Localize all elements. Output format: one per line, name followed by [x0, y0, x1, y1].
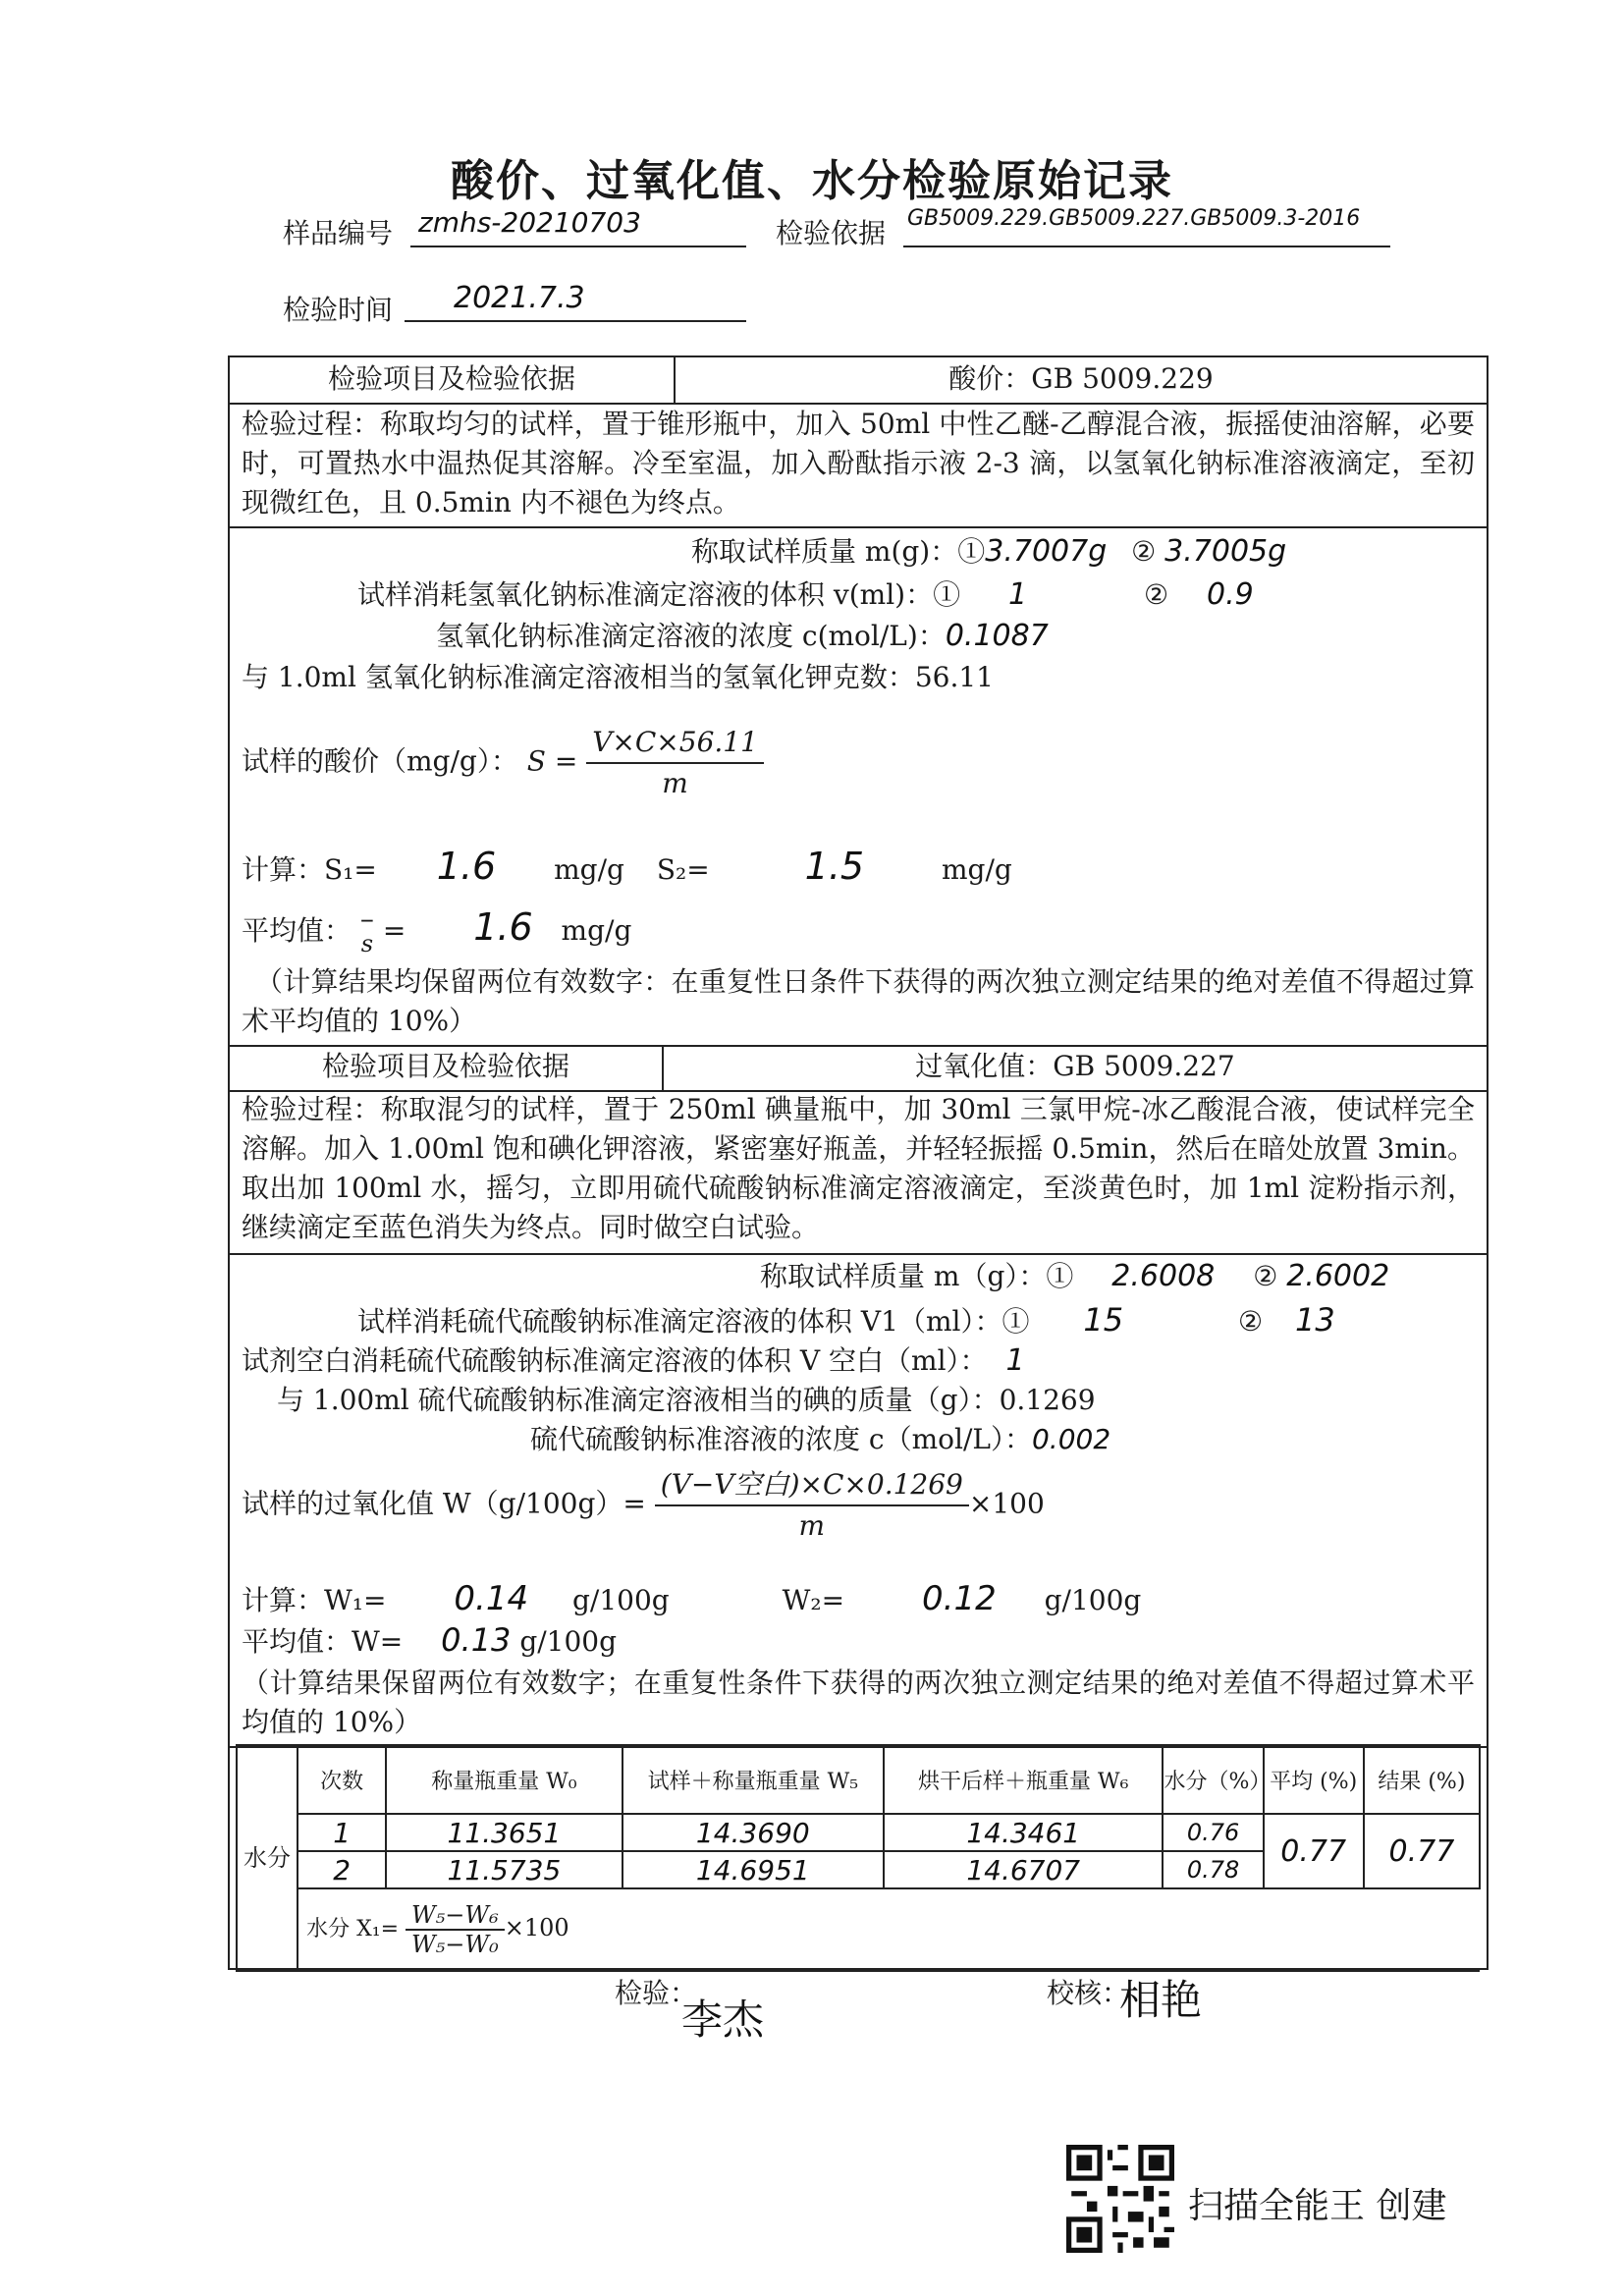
acid-s1: 1.6	[436, 845, 497, 888]
peroxide-vol2: 13	[1295, 1301, 1335, 1339]
peroxide-w2: 0.12	[922, 1579, 997, 1618]
peroxide-item-value: 过氧化值：GB 5009.227	[915, 1050, 1235, 1082]
time-value: 2021.7.3	[454, 281, 585, 315]
moisture-header-w0: 称量瓶重量 W₀	[386, 1745, 622, 1814]
peroxide-formula-den: m	[798, 1509, 826, 1542]
acid-conc-value: 0.1087	[945, 619, 1049, 653]
acid-note: （计算结果均保留两位有效数字：在重复性日条件下获得的两次独立测定结果的绝对差值不得超过算术平均值的 10%）	[242, 965, 1475, 1037]
acid-process: 检验过程：称取均匀的试样，置于锥形瓶中，加入 50ml 中性乙醚-乙醇混合液，振摇使油溶解，必要时，可置热水中温热促其溶解。冷至室温，加入酚酞指示液 2-3 滴，以氢氧化钠标准溶液滴定，至初现微红色，且 0.5min 内不褪色为终点。	[242, 408, 1475, 519]
row1-w6: 14.3461	[884, 1814, 1163, 1851]
moisture-formula-den: W₅−W₀	[411, 1931, 499, 1958]
acid-vol-line	[357, 575, 1254, 615]
acid-avg-line	[242, 902, 632, 957]
moisture-formula-label: 水分 X₁=	[306, 1917, 400, 1941]
peroxide-vol2-marker: ②	[1237, 1305, 1264, 1338]
peroxide-conc-value: 0.002	[1031, 1423, 1111, 1455]
moisture-formula-num: W₅−W₆	[406, 1901, 505, 1931]
peroxide-vol1: 15	[1083, 1301, 1124, 1339]
acid-s2-unit: mg/g	[942, 853, 1012, 886]
row2-count: 2	[298, 1851, 386, 1888]
peroxide-mass-line	[760, 1257, 1389, 1296]
acid-avg-symbol-letter: s	[360, 930, 374, 957]
sample-no-field	[410, 206, 746, 247]
acid-avg-label: 平均值：	[242, 914, 352, 947]
acid-avg-symbol: – s	[359, 902, 374, 957]
peroxide-formula-num: (V−V空白)×C×0.1269	[655, 1465, 969, 1506]
acid-formula-fraction	[586, 723, 764, 803]
moisture-header-w6: 烘干后样＋瓶重量 W₆	[884, 1745, 1163, 1814]
peroxide-mass2-marker: ②	[1253, 1260, 1278, 1292]
moisture-formula-row	[237, 1888, 1480, 1971]
peroxide-conc-line	[530, 1420, 1110, 1459]
moisture-side-label: 水分	[237, 1745, 298, 1971]
moisture-header-result: 结果 (%)	[1364, 1745, 1480, 1814]
peroxide-formula	[242, 1465, 1045, 1546]
record-form	[228, 355, 1489, 1970]
peroxide-avg-value: 0.13	[441, 1621, 512, 1659]
basis-value: GB5009.229.GB5009.227.GB5009.3-2016	[907, 206, 1361, 231]
acid-vol2: 0.9	[1207, 577, 1254, 612]
acid-vol2-marker: ②	[1143, 578, 1169, 611]
row2-w5: 14.6951	[623, 1851, 884, 1888]
time-label: 检验时间	[283, 294, 394, 326]
basis-field	[903, 206, 1390, 247]
moisture-header-pct: 水分（%）	[1163, 1745, 1263, 1814]
peroxide-vol-label: 试样消耗硫代硫酸钠标准滴定溶液的体积 V1（ml）：①	[357, 1305, 1030, 1338]
scanner-brand-text: 扫描全能王 创建	[1188, 2186, 1447, 2226]
peroxide-avg-line	[242, 1620, 617, 1662]
acid-s2-label: S₂=	[656, 853, 710, 886]
acid-item-row	[230, 357, 1487, 405]
acid-avg-eq: =	[382, 914, 406, 947]
acid-vol-label: 试样消耗氢氧化钠标准滴定溶液的体积 v(ml)：①	[357, 578, 961, 611]
peroxide-w2-label: W₂=	[782, 1584, 845, 1616]
peroxide-formula-tail: ×100	[968, 1487, 1045, 1520]
peroxide-mass1: 2.6008	[1111, 1259, 1216, 1293]
peroxide-w1-label: 计算：W₁=	[242, 1584, 387, 1616]
sample-no-value: zmhs-20210703	[418, 206, 641, 239]
acid-equiv: 与 1.0ml 氢氧化钠标准滴定溶液相当的氢氧化钾克数：56.11	[242, 661, 994, 693]
peroxide-blank-label: 试剂空白消耗硫代硫酸钠标准滴定溶液的体积 V 空白（ml）：	[242, 1344, 988, 1377]
acid-formula-den: m	[662, 767, 688, 799]
document-title: 酸价、过氧化值、水分检验原始记录	[451, 156, 1173, 206]
peroxide-blank-value: 1	[1005, 1343, 1025, 1378]
peroxide-mass-label: 称取试样质量 m（g）：①	[760, 1260, 1074, 1292]
moisture-formula-fraction	[406, 1901, 505, 1958]
moisture-table	[236, 1744, 1481, 1972]
peroxide-process: 检验过程：称取混匀的试样，置于 250ml 碘量瓶中，加 30ml 三氯甲烷-冰乙酸混合液，使试样完全溶解。加入 1.00ml 饱和碘化钾溶液，紧密塞好瓶盖，并轻轻振摇 0.5min，然后在暗处放置 3min。取出加 100ml 水，摇匀，立即用硫代硫酸钠标准滴定溶液滴定，至淡黄色时，加 1ml 淀粉指示剂，继续滴定至蓝色消失为终点。同时做空白试验。	[242, 1093, 1475, 1243]
acid-mass-line	[691, 532, 1286, 572]
moisture-header-avg: 平均 (%)	[1264, 1745, 1364, 1814]
peroxide-item-label: 检验项目及检验依据	[321, 1050, 569, 1082]
peroxide-avg-label: 平均值：W=	[242, 1625, 404, 1658]
peroxide-w2-unit: g/100g	[1044, 1584, 1142, 1616]
acid-mass-label: 称取试样质量 m(g)：①	[691, 535, 986, 568]
acid-formula	[242, 723, 764, 803]
acid-avg-value: 1.6	[473, 905, 533, 949]
inspect-label: 检验：	[615, 1977, 698, 2009]
acid-conc-label: 氢氧化钠标准滴定溶液的浓度 c(mol/L)：	[436, 620, 946, 652]
basis-label: 检验依据	[776, 217, 887, 249]
row1-w0: 11.3651	[386, 1814, 622, 1851]
peroxide-w1: 0.14	[454, 1579, 529, 1618]
acid-formula-num: V×C×56.11	[586, 723, 764, 764]
acid-s2: 1.5	[804, 845, 865, 888]
review-signature: 相艳	[1119, 1976, 1203, 2024]
acid-formula-lhs: S =	[526, 744, 578, 778]
acid-vol1: 1	[1007, 577, 1028, 612]
row1-w5: 14.3690	[623, 1814, 884, 1851]
acid-mass1: 3.7007g	[985, 534, 1108, 569]
moisture-result: 0.77	[1364, 1814, 1480, 1888]
acid-mass2-marker: ②	[1131, 535, 1157, 568]
moisture-average: 0.77	[1264, 1814, 1364, 1888]
review-label: 校核：	[1047, 1977, 1130, 2009]
row2-pct: 0.78	[1163, 1851, 1263, 1888]
peroxide-blank-line	[242, 1341, 1025, 1381]
peroxide-vol-line	[357, 1300, 1335, 1341]
inspect-signature: 李杰	[681, 1995, 765, 2044]
peroxide-item-row	[230, 1045, 1487, 1092]
table-row	[237, 1814, 1480, 1851]
moisture-header-row	[237, 1745, 1480, 1814]
peroxide-calc-line	[242, 1579, 1141, 1620]
acid-calc-line	[242, 847, 1012, 890]
row1-count: 1	[298, 1814, 386, 1851]
acid-conc-line	[436, 617, 1049, 656]
acid-formula-label: 试样的酸价（mg/g）：	[242, 744, 518, 778]
peroxide-mass2: 2.6002	[1286, 1259, 1390, 1293]
qr-code-icon	[1066, 2145, 1174, 2253]
acid-mass2: 3.7005g	[1164, 534, 1287, 569]
row2-w0: 11.5735	[386, 1851, 622, 1888]
peroxide-avg-unit: g/100g	[519, 1625, 618, 1658]
moisture-formula-cell	[298, 1888, 1480, 1971]
time-field	[405, 281, 746, 322]
sample-no-label: 样品编号	[283, 217, 394, 249]
peroxide-note: （计算结果保留两位有效数字；在重复性条件下获得的两次独立测定结果的绝对差值不得超过算术平均值的 10%）	[242, 1667, 1475, 1738]
peroxide-formula-fraction	[655, 1465, 969, 1546]
moisture-formula-tail: ×100	[504, 1914, 569, 1941]
acid-item-label: 检验项目及检验依据	[327, 362, 575, 395]
moisture-header-count: 次数	[298, 1745, 386, 1814]
row2-w6: 14.6707	[884, 1851, 1163, 1888]
acid-s1-label: 计算：S₁=	[242, 853, 377, 886]
row1-pct: 0.76	[1163, 1814, 1263, 1851]
moisture-header-w5: 试样＋称量瓶重量 W₅	[623, 1745, 884, 1814]
peroxide-conc-label: 硫代硫酸钠标准溶液的浓度 c（mol/L）：	[530, 1423, 1032, 1455]
acid-avg-unit: mg/g	[561, 914, 632, 947]
acid-s1-unit: mg/g	[554, 853, 624, 886]
peroxide-w1-unit: g/100g	[571, 1584, 670, 1616]
acid-item-value: 酸价：GB 5009.229	[948, 362, 1214, 395]
peroxide-formula-label: 试样的过氧化值 W（g/100g）=	[242, 1487, 646, 1520]
peroxide-equiv: 与 1.00ml 硫代硫酸钠标准滴定溶液相当的碘的质量（g）：0.1269	[277, 1384, 1096, 1416]
